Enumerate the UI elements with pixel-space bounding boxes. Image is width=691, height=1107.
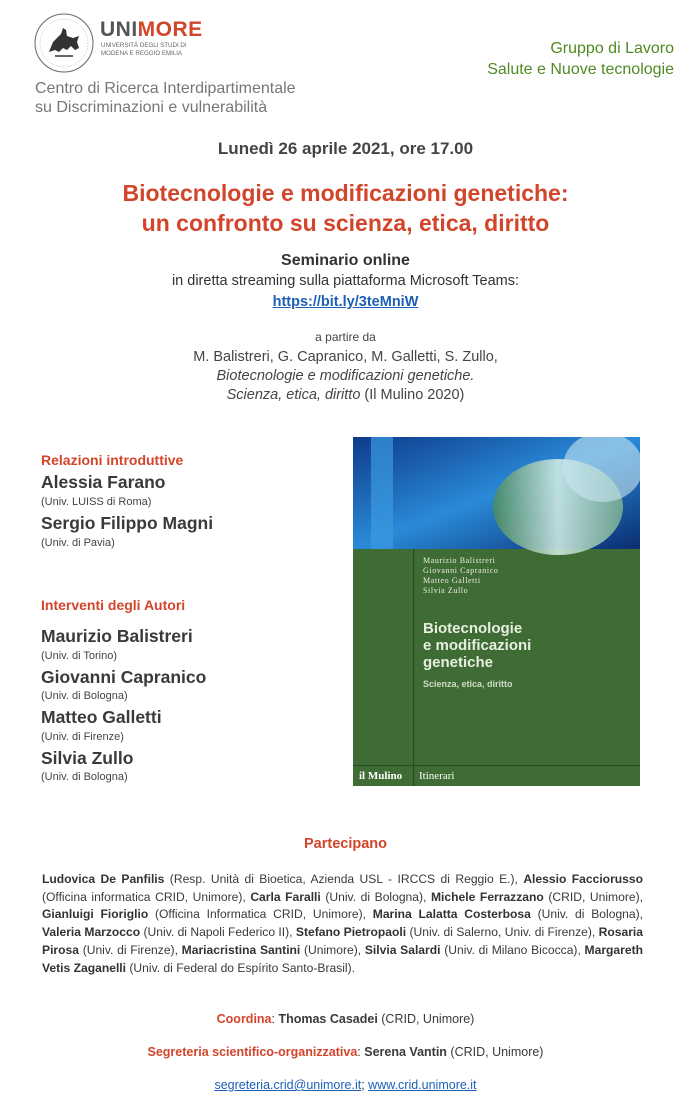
contacts: segreteria.crid@unimore.it; www.crid.unimore.it bbox=[214, 1078, 477, 1092]
speaker-name: Sergio Filippo Magni bbox=[41, 513, 214, 533]
cover-title: Biotecnologie bbox=[423, 620, 523, 637]
book-reference: M. Balistreri, G. Capranico, M. Galletti, S. Zullo, Biotecnologie e modificazioni genetiche. Scienza, etica, diritto (Il Mulino 2020) bbox=[193, 349, 498, 403]
authors-heading: Interventi degli Autori bbox=[41, 597, 186, 613]
cover-title: genetiche bbox=[423, 654, 494, 671]
email-link[interactable]: segreteria.crid@unimore.it bbox=[214, 1078, 362, 1092]
speaker-name: Silvia Zullo bbox=[41, 748, 134, 768]
speaker-affiliation: (Univ. di Torino) bbox=[41, 650, 118, 662]
speaker-affiliation: (Univ. LUISS di Roma) bbox=[41, 496, 152, 508]
unimore-logo-text: UNIMORE bbox=[100, 18, 203, 41]
crid-name: Centro di Ricerca Interdipartimentale su Discriminazioni e vulnerabilità bbox=[35, 80, 296, 116]
from-label: a partire da bbox=[315, 330, 376, 344]
website-link[interactable]: www.crid.unimore.it bbox=[368, 1078, 477, 1092]
event-date: Lunedì 26 aprile 2021, ore 17.00 bbox=[217, 139, 474, 158]
streaming-info: in diretta streaming sulla piattaforma Microsoft Teams: bbox=[171, 273, 520, 289]
cover-subtitle: Scienza, etica, diritto bbox=[423, 679, 513, 689]
participants-heading: Partecipano bbox=[304, 836, 387, 852]
speaker-name: Giovanni Capranico bbox=[41, 667, 207, 687]
unimore-logo-subtitle: UNIVERSITÀ DEGLI STUDI DI MODENA E REGGIO EMILIA bbox=[101, 42, 187, 57]
speaker-name: Matteo Galletti bbox=[41, 707, 162, 727]
speaker-affiliation: (Univ. di Bologna) bbox=[41, 690, 128, 702]
intro-heading: Relazioni introduttive bbox=[41, 452, 184, 468]
participants-list: Ludovica De Panfilis (Resp. Unità di Bioetica, Azienda USL - IRCCS di Reggio E.), Alessio Facciorusso (Officina informatica CRID, Unimore), Carla Faralli (Univ. di Bologna), Michele Ferrazzano (CRID, Unimore), Gianluigi Fioriglio (Officina Informatica CRID, Unimore), Marina Lalatta Costerbosa (Univ. di Bologna), Valeria Marzocco (Univ. di Napoli Federico II), Stefano Pietropaoli (Univ. di Salerno, Univ. di Firenze), Rosaria Pirosa (Univ. di Firenze), Mariacristina Santini (Unimore), Silvia Salardi (Univ. di Milano Bicocca), Margareth Vetis Zaganelli (Univ. di Federal do Espírito Santo-Brasil). bbox=[42, 872, 644, 975]
teams-link-container bbox=[0, 294, 691, 310]
cover-series: Itinerari bbox=[419, 770, 455, 782]
speaker-affiliation: (Univ. di Firenze) bbox=[41, 731, 124, 743]
teams-link[interactable]: https://bit.ly/3teMniW bbox=[272, 294, 419, 310]
cover-author: Silvia Zullo bbox=[423, 586, 469, 595]
book-cover bbox=[353, 437, 640, 786]
cover-publisher: il Mulino bbox=[359, 770, 403, 782]
university-seal-logo bbox=[33, 12, 95, 74]
speaker-affiliation: (Univ. di Bologna) bbox=[41, 771, 128, 783]
cover-author: Matteo Galletti bbox=[423, 576, 481, 585]
cover-title: e modificazioni bbox=[423, 637, 532, 654]
coordinator: Coordina: Thomas Casadei (CRID, Unimore) bbox=[216, 1012, 475, 1026]
speaker-name: Alessia Farano bbox=[41, 472, 166, 492]
event-title: Biotecnologie e modificazioni genetiche: un confronto su scienza, etica, diritto bbox=[122, 180, 569, 236]
speaker-name: Maurizio Balistreri bbox=[41, 626, 193, 646]
cover-author: Giovanni Capranico bbox=[423, 566, 499, 575]
secretariat: Segreteria scientifico-organizzativa: Serena Vantin (CRID, Unimore) bbox=[147, 1045, 544, 1059]
speaker-affiliation: (Univ. di Pavia) bbox=[41, 537, 115, 549]
cover-author: Maurizio Balistreri bbox=[423, 556, 496, 565]
event-type: Seminario online bbox=[281, 252, 410, 269]
working-group: Gruppo di Lavoro Salute e Nuove tecnologie bbox=[487, 40, 674, 78]
